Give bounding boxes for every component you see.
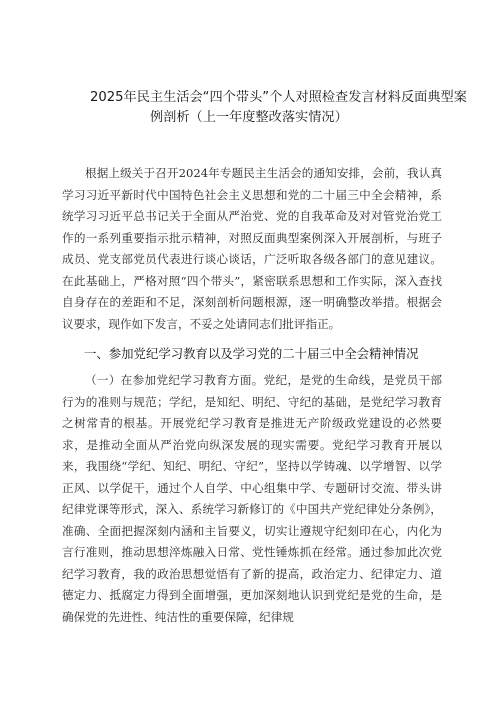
intro-paragraph: 根据上级关于召开2024年专题民主生活会的通知安排，会前，我认真学习习近平新时代中国特色社会主义思想和党的二十届三中全会精神，系统学习习近平总书记关于全面从严治党、党的自我革命及对对管党治党工作的一系列重要指示批示精神，对照反面典型案例深入开展剖析，与班子成员、党支部党员代表进行谈心谈话，广泛听取各级各部门的意见建议。在此基础上，严格对照“四个带头”，紧密联系思想和工作实际，深入查找自身存在的差距和不足，深刻剖析问题根源，逐一明确整改举措。根据会议要求，现作如下发言，不妥之处请同志们批评指正。 (62, 166, 442, 331)
intro-section (62, 163, 442, 335)
document-title (60, 88, 467, 128)
title-line-1: 2025年民主生活会“四个带头”个人对照检查发言材料反面典型案 (90, 90, 467, 105)
section-1-body (62, 370, 442, 628)
title-line-2: 例剖析（上一年度整改落实情况） (150, 110, 348, 125)
section-1-paragraph: （一）在参加党纪学习教育方面。党纪，是党的生命线，是党员干部行为的准则与规范；学纪，是知纪、明纪、守纪的基础，是党纪学习教育之树常青的根基。开展党纪学习教育是推进无产阶级政党建设的必然要求，是推动全面从严治党向纵深发展的现实需要。党纪学习教育开展以来，我围绕“学纪、知纪、明纪、守纪”，坚持以学铸魂、以学增智、以学正风、以学促干，通过个人自学、中心组集中学、专题研讨交流、带头讲纪律党课等形式，深入、系统学习新修订的《中国共产党纪律处分条例》，准确、全面把握深刻内涵和主旨要义，切实让遵规守纪刻印在心，内化为言行准则，推动思想淬炼融入日常、党性锤炼抓在经常。通过参加此次党纪学习教育，我的政治思想觉悟有了新的提高，政治定力、纪律定力、道德定力、抵腐定力得到全面增强，更加深刻地认识到党纪是党的生命，是确保党的先进性、纯洁性的重要保障，纪律规 (62, 373, 442, 624)
section-1-heading: 一、参加党纪学习教育以及学习党的二十届三中全会精神情况 (84, 346, 419, 361)
